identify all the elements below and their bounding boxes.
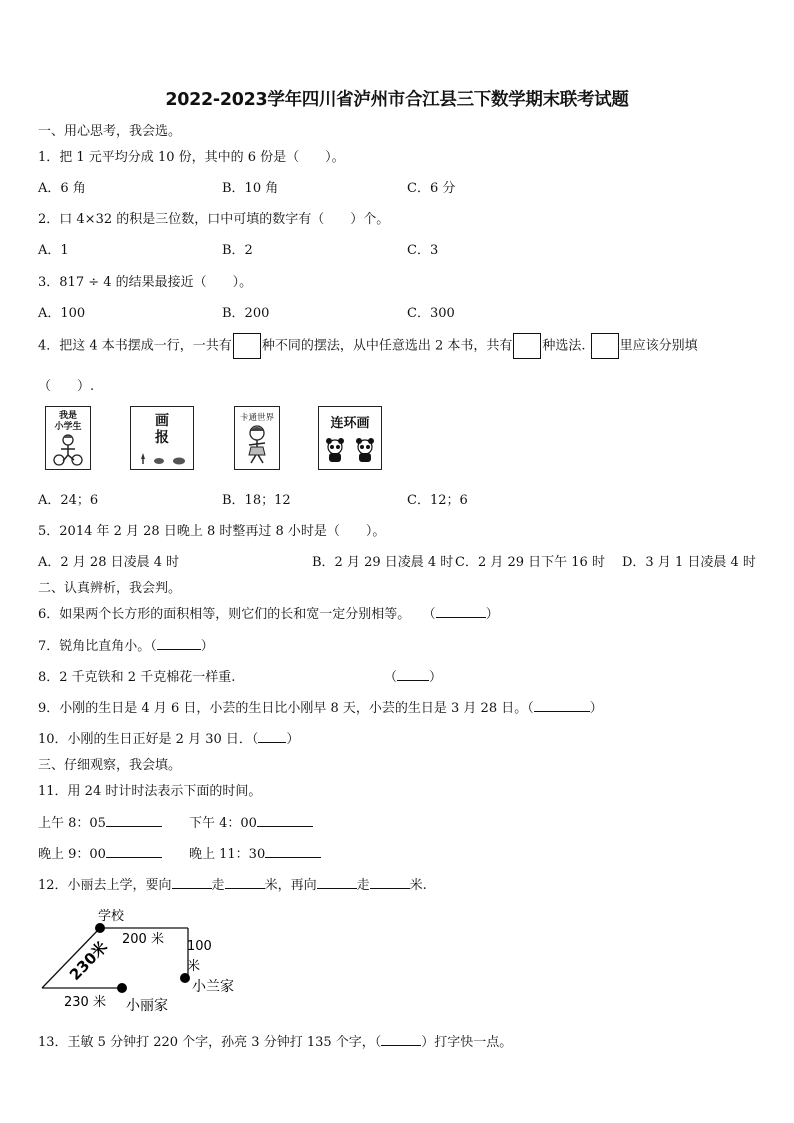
q1-option-c[interactable]: C．6 分 xyxy=(407,181,456,196)
route-map xyxy=(30,900,270,1020)
q13-text-1: 13．王敏 5 分钟打 220 个字，孙亮 3 分钟打 135 个字，（ xyxy=(38,1035,382,1050)
q11-blank-4[interactable] xyxy=(265,845,321,858)
label-right-unit: 米 xyxy=(187,959,201,974)
book-title-3: 卡通世界 xyxy=(239,413,274,423)
q1-stem: 1．把 1 元平均分成 10 份，其中的 6 份是（ ）。 xyxy=(38,150,345,165)
q4-answer-box-1[interactable] xyxy=(233,333,261,359)
q6-text: 6．如果两个长方形的面积相等，则它们的长和宽一定分别相等。 xyxy=(38,607,411,622)
label-right-num: 100 xyxy=(187,939,212,954)
q5-option-a[interactable]: A．2 月 28 日凌晨 4 时 xyxy=(38,555,180,570)
q5-stem: 5．2014 年 2 月 28 日晚上 8 时整再过 8 小时是（ ）。 xyxy=(38,524,386,539)
q11-blank-3[interactable] xyxy=(106,845,162,858)
q11-blank-2[interactable] xyxy=(257,814,313,827)
book-title-2: 画 报 xyxy=(155,413,169,446)
xiaolan-home-dot xyxy=(180,973,190,983)
q10-answer-blank[interactable] xyxy=(258,730,286,743)
q13-answer-blank[interactable] xyxy=(381,1033,421,1046)
q3-option-a[interactable]: A．100 xyxy=(38,306,86,321)
book-title-4: 连环画 xyxy=(330,416,370,431)
q1-option-a[interactable]: A．6 角 xyxy=(38,181,86,196)
section-heading-2: 二、认真辨析，我会判。 xyxy=(38,581,182,596)
q4-answer-box-2[interactable] xyxy=(513,333,541,359)
q4-option-b[interactable]: B．18；12 xyxy=(222,493,291,508)
pandas-icon xyxy=(319,435,381,465)
child-bike-icon xyxy=(46,433,90,467)
q11-time-3: 晚上 9：00 xyxy=(38,847,106,862)
q3-option-b[interactable]: B．200 xyxy=(222,306,270,321)
book-katong xyxy=(234,406,280,470)
q11-stem: 11．用 24 时计时法表示下面的时间。 xyxy=(38,784,262,799)
q12-blank-4[interactable] xyxy=(370,876,410,889)
label-school: 学校 xyxy=(98,909,125,924)
q3-option-c[interactable]: C．300 xyxy=(407,306,455,321)
q6: 6．如果两个长方形的面积相等，则它们的长和宽一定分别相等。 （ ） xyxy=(38,607,499,622)
girl-icon xyxy=(235,423,279,469)
xiaoli-home-dot xyxy=(117,983,127,993)
section-heading-3: 三、仔细观察，我会填。 xyxy=(38,758,182,773)
q9-answer-blank[interactable] xyxy=(534,699,590,712)
q12-text-4: 走 xyxy=(356,878,370,893)
q1-option-b[interactable]: B．10 角 xyxy=(222,181,279,196)
q12-text-3: 米，再向 xyxy=(264,878,317,893)
q11-item-4 xyxy=(189,843,321,862)
q11-blank-1[interactable] xyxy=(106,814,162,827)
label-bottom-edge: 230 米 xyxy=(64,995,106,1010)
q5-option-b[interactable]: B．2 月 29 日凌晨 4 时 xyxy=(312,555,454,570)
q10: 10．小刚的生日正好是 2 月 30 日．（ ） xyxy=(38,732,300,747)
book-huabao xyxy=(130,406,194,470)
q7: 7．锐角比直角小。（ ） xyxy=(38,639,214,654)
q12-text-5: 米. xyxy=(409,878,427,893)
q4-answer-box-3[interactable] xyxy=(591,333,619,359)
q11-time-2: 下午 4：00 xyxy=(189,816,257,831)
q12-blank-1[interactable] xyxy=(172,876,212,889)
q12-stem xyxy=(38,874,427,893)
label-xiaoli-home: 小丽家 xyxy=(126,998,168,1014)
q13 xyxy=(38,1031,512,1050)
label-top-edge: 200 米 xyxy=(122,932,164,947)
q4-text-3: 种选法. xyxy=(542,338,586,354)
book-title-1: 我是 小学生 xyxy=(54,411,82,432)
q5-option-c[interactable]: C．2 月 29 日下午 16 时 xyxy=(455,555,605,570)
q8 xyxy=(38,666,235,685)
q7-answer-blank[interactable] xyxy=(157,637,201,650)
q10-text: 10．小刚的生日正好是 2 月 30 日． xyxy=(38,732,252,747)
q12-text-1: 12．小丽去上学，要向 xyxy=(38,878,172,893)
q4-text-2: 种不同的摆法，从中任意选出 2 本书，共有 xyxy=(261,338,513,354)
q11-item-3 xyxy=(38,843,162,862)
q2-stem: 2．口 4×32 的积是三位数，口中可填的数字有（ ）个。 xyxy=(38,212,390,227)
q2-option-b[interactable]: B．2 xyxy=(222,243,253,258)
q11-time-1: 上午 8：05 xyxy=(38,816,106,831)
q4-option-a[interactable]: A．24；6 xyxy=(38,493,99,508)
q9-text: 9．小刚的生日是 4 月 6 日，小芸的生日比小刚早 8 天，小芸的生日是 3 月 28 日。 xyxy=(38,701,528,716)
q8-answer: （ ） xyxy=(384,670,443,685)
q8-answer-blank[interactable] xyxy=(397,668,429,681)
q4-text-4: 里应该分别填 xyxy=(619,338,698,354)
q8-text: 8．2 千克铁和 2 千克棉花一样重. xyxy=(38,670,236,685)
q11-item-2 xyxy=(189,812,313,831)
q4-stem-cont: （ ）. xyxy=(38,379,95,394)
q6-answer-blank[interactable] xyxy=(436,605,486,618)
q5-option-d[interactable]: D．3 月 1 日凌晨 4 时 xyxy=(622,555,756,570)
book-xiaoxuesheng xyxy=(45,406,91,470)
section-heading-1: 一、用心思考，我会选。 xyxy=(38,124,182,139)
page-title: 2022-2023学年四川省泸州市合江县三下数学期末联考试题 xyxy=(165,90,629,110)
q4-stem xyxy=(38,333,698,360)
q11-item-1 xyxy=(38,812,162,831)
q4-text-1: 4．把这 4 本书摆成一行，一共有 xyxy=(38,338,232,354)
q3-stem: 3．817 ÷ 4 的结果最接近（ ）。 xyxy=(38,275,253,290)
q11-time-4: 晚上 11：30 xyxy=(189,847,266,862)
q9: 9．小刚的生日是 4 月 6 日，小芸的生日比小刚早 8 天，小芸的生日是 3 月 28 日。（ ） xyxy=(38,701,603,716)
q12-blank-2[interactable] xyxy=(225,876,265,889)
q2-option-a[interactable]: A．1 xyxy=(38,243,69,258)
school-dot xyxy=(95,923,105,933)
q7-text: 7．锐角比直角小。 xyxy=(38,639,151,654)
q12-text-2: 走 xyxy=(211,878,225,893)
book-lianhuanhua xyxy=(318,406,382,470)
q13-text-2: ）打字快一点。 xyxy=(421,1035,513,1050)
label-diagonal: 230米 xyxy=(65,938,112,984)
q12-blank-3[interactable] xyxy=(317,876,357,889)
q2-option-c[interactable]: C．3 xyxy=(407,243,439,258)
label-xiaolan-home: 小兰家 xyxy=(192,979,234,995)
q4-option-c[interactable]: C．12；6 xyxy=(407,493,468,508)
boats-icon xyxy=(131,451,193,467)
